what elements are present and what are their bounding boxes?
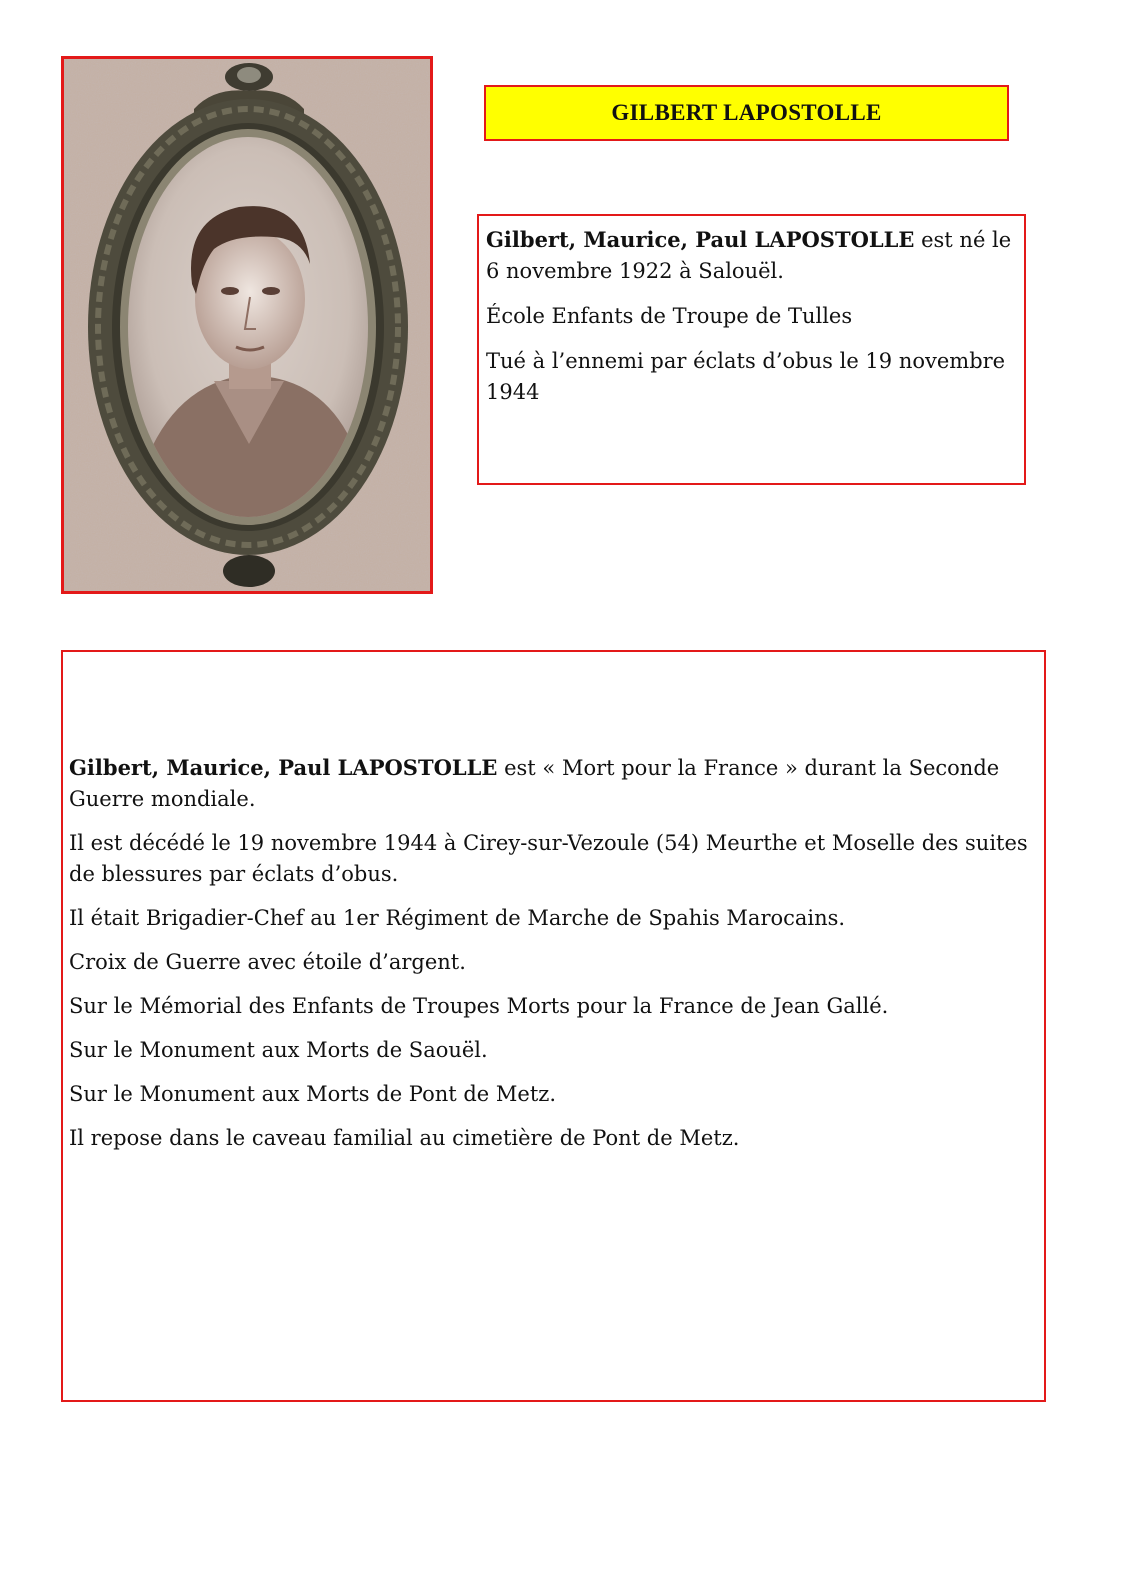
full-name: Gilbert, Maurice, Paul LAPOSTOLLE (486, 227, 915, 252)
death-line: Tué à l’ennemi par éclats d’obus le 19 novembre 1944 (486, 349, 1006, 404)
bio-line-decoration: Croix de Guerre avec étoile d’argent. (69, 950, 466, 974)
birth-text: est né le 6 novembre 1922 à Salouël. (486, 228, 1012, 283)
title-banner (484, 85, 1009, 141)
memorial-medallion-image (64, 59, 430, 591)
bio-line-burial: Il repose dans le caveau familial au cimetière de Pont de Metz. (69, 1126, 740, 1150)
school-line: École Enfants de Troupe de Tulles (486, 304, 853, 328)
page-title: GILBERT LAPOSTOLLE (611, 100, 882, 125)
bio-line-monument-saouel: Sur le Monument aux Morts de Saouël. (69, 1038, 488, 1062)
bio-line-rank: Il était Brigadier-Chef au 1er Régiment de Marche de Spahis Marocains. (69, 906, 846, 930)
bio-line-monument-pont-de-metz: Sur le Monument aux Morts de Pont de Metz. (69, 1082, 557, 1106)
bio-intro-text: est « Mort pour la France » durant la Seconde Guerre mondiale. (69, 756, 1000, 811)
biography-panel (61, 650, 1046, 1402)
bio-intro (69, 752, 1034, 815)
bio-line-memorial: Sur le Mémorial des Enfants de Troupes Morts pour la France de Jean Gallé. (69, 994, 889, 1018)
bio-name: Gilbert, Maurice, Paul LAPOSTOLLE (69, 755, 498, 780)
bio-line-death: Il est décédé le 19 novembre 1944 à Cirey-sur-Vezoule (54) Meurthe et Moselle des suites de blessures par éclats d’obus. (69, 831, 1028, 886)
birth-line (486, 224, 1018, 287)
portrait-photo (61, 56, 433, 594)
summary-panel (477, 214, 1026, 485)
